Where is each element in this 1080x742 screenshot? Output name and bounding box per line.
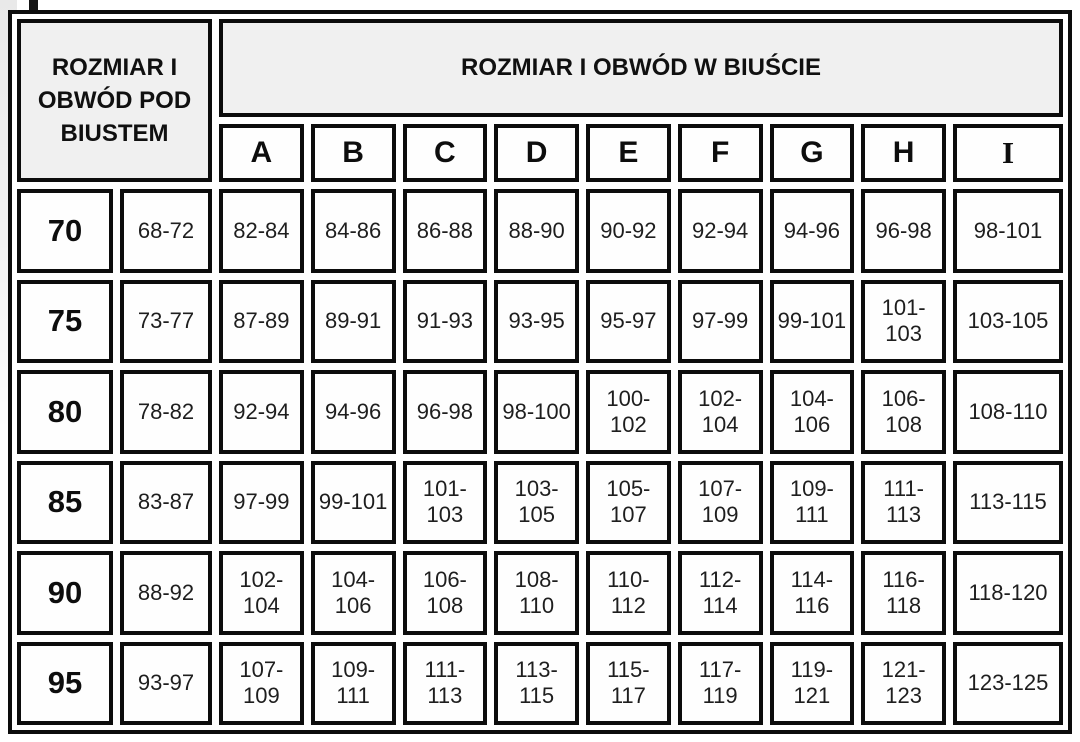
- underbust-range-cell: 78-82: [120, 370, 212, 454]
- bust-range-cell: 111-113: [861, 461, 946, 545]
- cup-column-header-a: A: [219, 124, 304, 182]
- bust-range-cell: 101-103: [403, 461, 488, 545]
- bust-range-cell: 93-95: [494, 280, 579, 364]
- bust-range-cell: 115-117: [586, 642, 671, 726]
- bust-range-cell: 108-110: [494, 551, 579, 635]
- bust-range-cell: 98-100: [494, 370, 579, 454]
- underbust-range-cell: 83-87: [120, 461, 212, 545]
- bust-range-cell: 111-113: [403, 642, 488, 726]
- group-header-bust: ROZMIAR I OBWÓD W BIUŚCIE: [219, 19, 1063, 117]
- bust-range-cell: 94-96: [311, 370, 396, 454]
- band-size-cell: 95: [17, 642, 113, 726]
- bust-range-cell: 119-121: [770, 642, 855, 726]
- bust-range-cell: 88-90: [494, 189, 579, 273]
- bust-range-cell: 99-101: [770, 280, 855, 364]
- bust-range-cell: 96-98: [403, 370, 488, 454]
- bust-range-cell: 82-84: [219, 189, 304, 273]
- bust-range-cell: 104-106: [311, 551, 396, 635]
- bust-range-cell: 97-99: [678, 280, 763, 364]
- bust-range-cell: 109-111: [770, 461, 855, 545]
- bust-range-cell: 113-115: [953, 461, 1063, 545]
- bust-range-cell: 95-97: [586, 280, 671, 364]
- bust-range-cell: 107-109: [219, 642, 304, 726]
- underbust-range-cell: 73-77: [120, 280, 212, 364]
- bust-range-cell: 87-89: [219, 280, 304, 364]
- bust-range-cell: 98-101: [953, 189, 1063, 273]
- cup-column-header-i: I: [953, 124, 1063, 182]
- size-chart-table: [8, 10, 1072, 734]
- underbust-range-cell: 93-97: [120, 642, 212, 726]
- bust-range-cell: 103-105: [494, 461, 579, 545]
- bust-range-cell: 92-94: [219, 370, 304, 454]
- cup-column-header-d: D: [494, 124, 579, 182]
- bust-range-cell: 102-104: [219, 551, 304, 635]
- bust-range-cell: 90-92: [586, 189, 671, 273]
- bust-range-cell: 106-108: [861, 370, 946, 454]
- bust-range-cell: 109-111: [311, 642, 396, 726]
- bust-range-cell: 107-109: [678, 461, 763, 545]
- bust-range-cell: 110-112: [586, 551, 671, 635]
- size-chart-grid: [17, 19, 1063, 725]
- underbust-range-cell: 88-92: [120, 551, 212, 635]
- bust-range-cell: 94-96: [770, 189, 855, 273]
- bust-range-cell: 117-119: [678, 642, 763, 726]
- bust-range-cell: 113-115: [494, 642, 579, 726]
- bust-range-cell: 103-105: [953, 280, 1063, 364]
- bust-range-cell: 84-86: [311, 189, 396, 273]
- band-size-cell: 90: [17, 551, 113, 635]
- band-size-cell: 70: [17, 189, 113, 273]
- bust-range-cell: 112-114: [678, 551, 763, 635]
- bust-range-cell: 123-125: [953, 642, 1063, 726]
- bust-range-cell: 96-98: [861, 189, 946, 273]
- cup-column-header-c: C: [403, 124, 488, 182]
- bust-range-cell: 89-91: [311, 280, 396, 364]
- underbust-range-cell: 68-72: [120, 189, 212, 273]
- bust-range-cell: 97-99: [219, 461, 304, 545]
- bust-range-cell: 86-88: [403, 189, 488, 273]
- cup-column-header-e: E: [586, 124, 671, 182]
- band-size-cell: 75: [17, 280, 113, 364]
- cup-column-header-b: B: [311, 124, 396, 182]
- bust-range-cell: 114-116: [770, 551, 855, 635]
- cup-column-header-g: G: [770, 124, 855, 182]
- bust-range-cell: 106-108: [403, 551, 488, 635]
- cup-column-header-f: F: [678, 124, 763, 182]
- corner-header-underbust: ROZMIAR I OBWÓD POD BIUSTEM: [17, 19, 212, 182]
- band-size-cell: 85: [17, 461, 113, 545]
- bust-range-cell: 101-103: [861, 280, 946, 364]
- bust-range-cell: 121-123: [861, 642, 946, 726]
- bust-range-cell: 102-104: [678, 370, 763, 454]
- bust-range-cell: 105-107: [586, 461, 671, 545]
- bust-range-cell: 100-102: [586, 370, 671, 454]
- cup-column-header-h: H: [861, 124, 946, 182]
- bust-range-cell: 104-106: [770, 370, 855, 454]
- bust-range-cell: 99-101: [311, 461, 396, 545]
- bust-range-cell: 92-94: [678, 189, 763, 273]
- bust-range-cell: 108-110: [953, 370, 1063, 454]
- band-size-cell: 80: [17, 370, 113, 454]
- bust-range-cell: 118-120: [953, 551, 1063, 635]
- bust-range-cell: 91-93: [403, 280, 488, 364]
- bust-range-cell: 116-118: [861, 551, 946, 635]
